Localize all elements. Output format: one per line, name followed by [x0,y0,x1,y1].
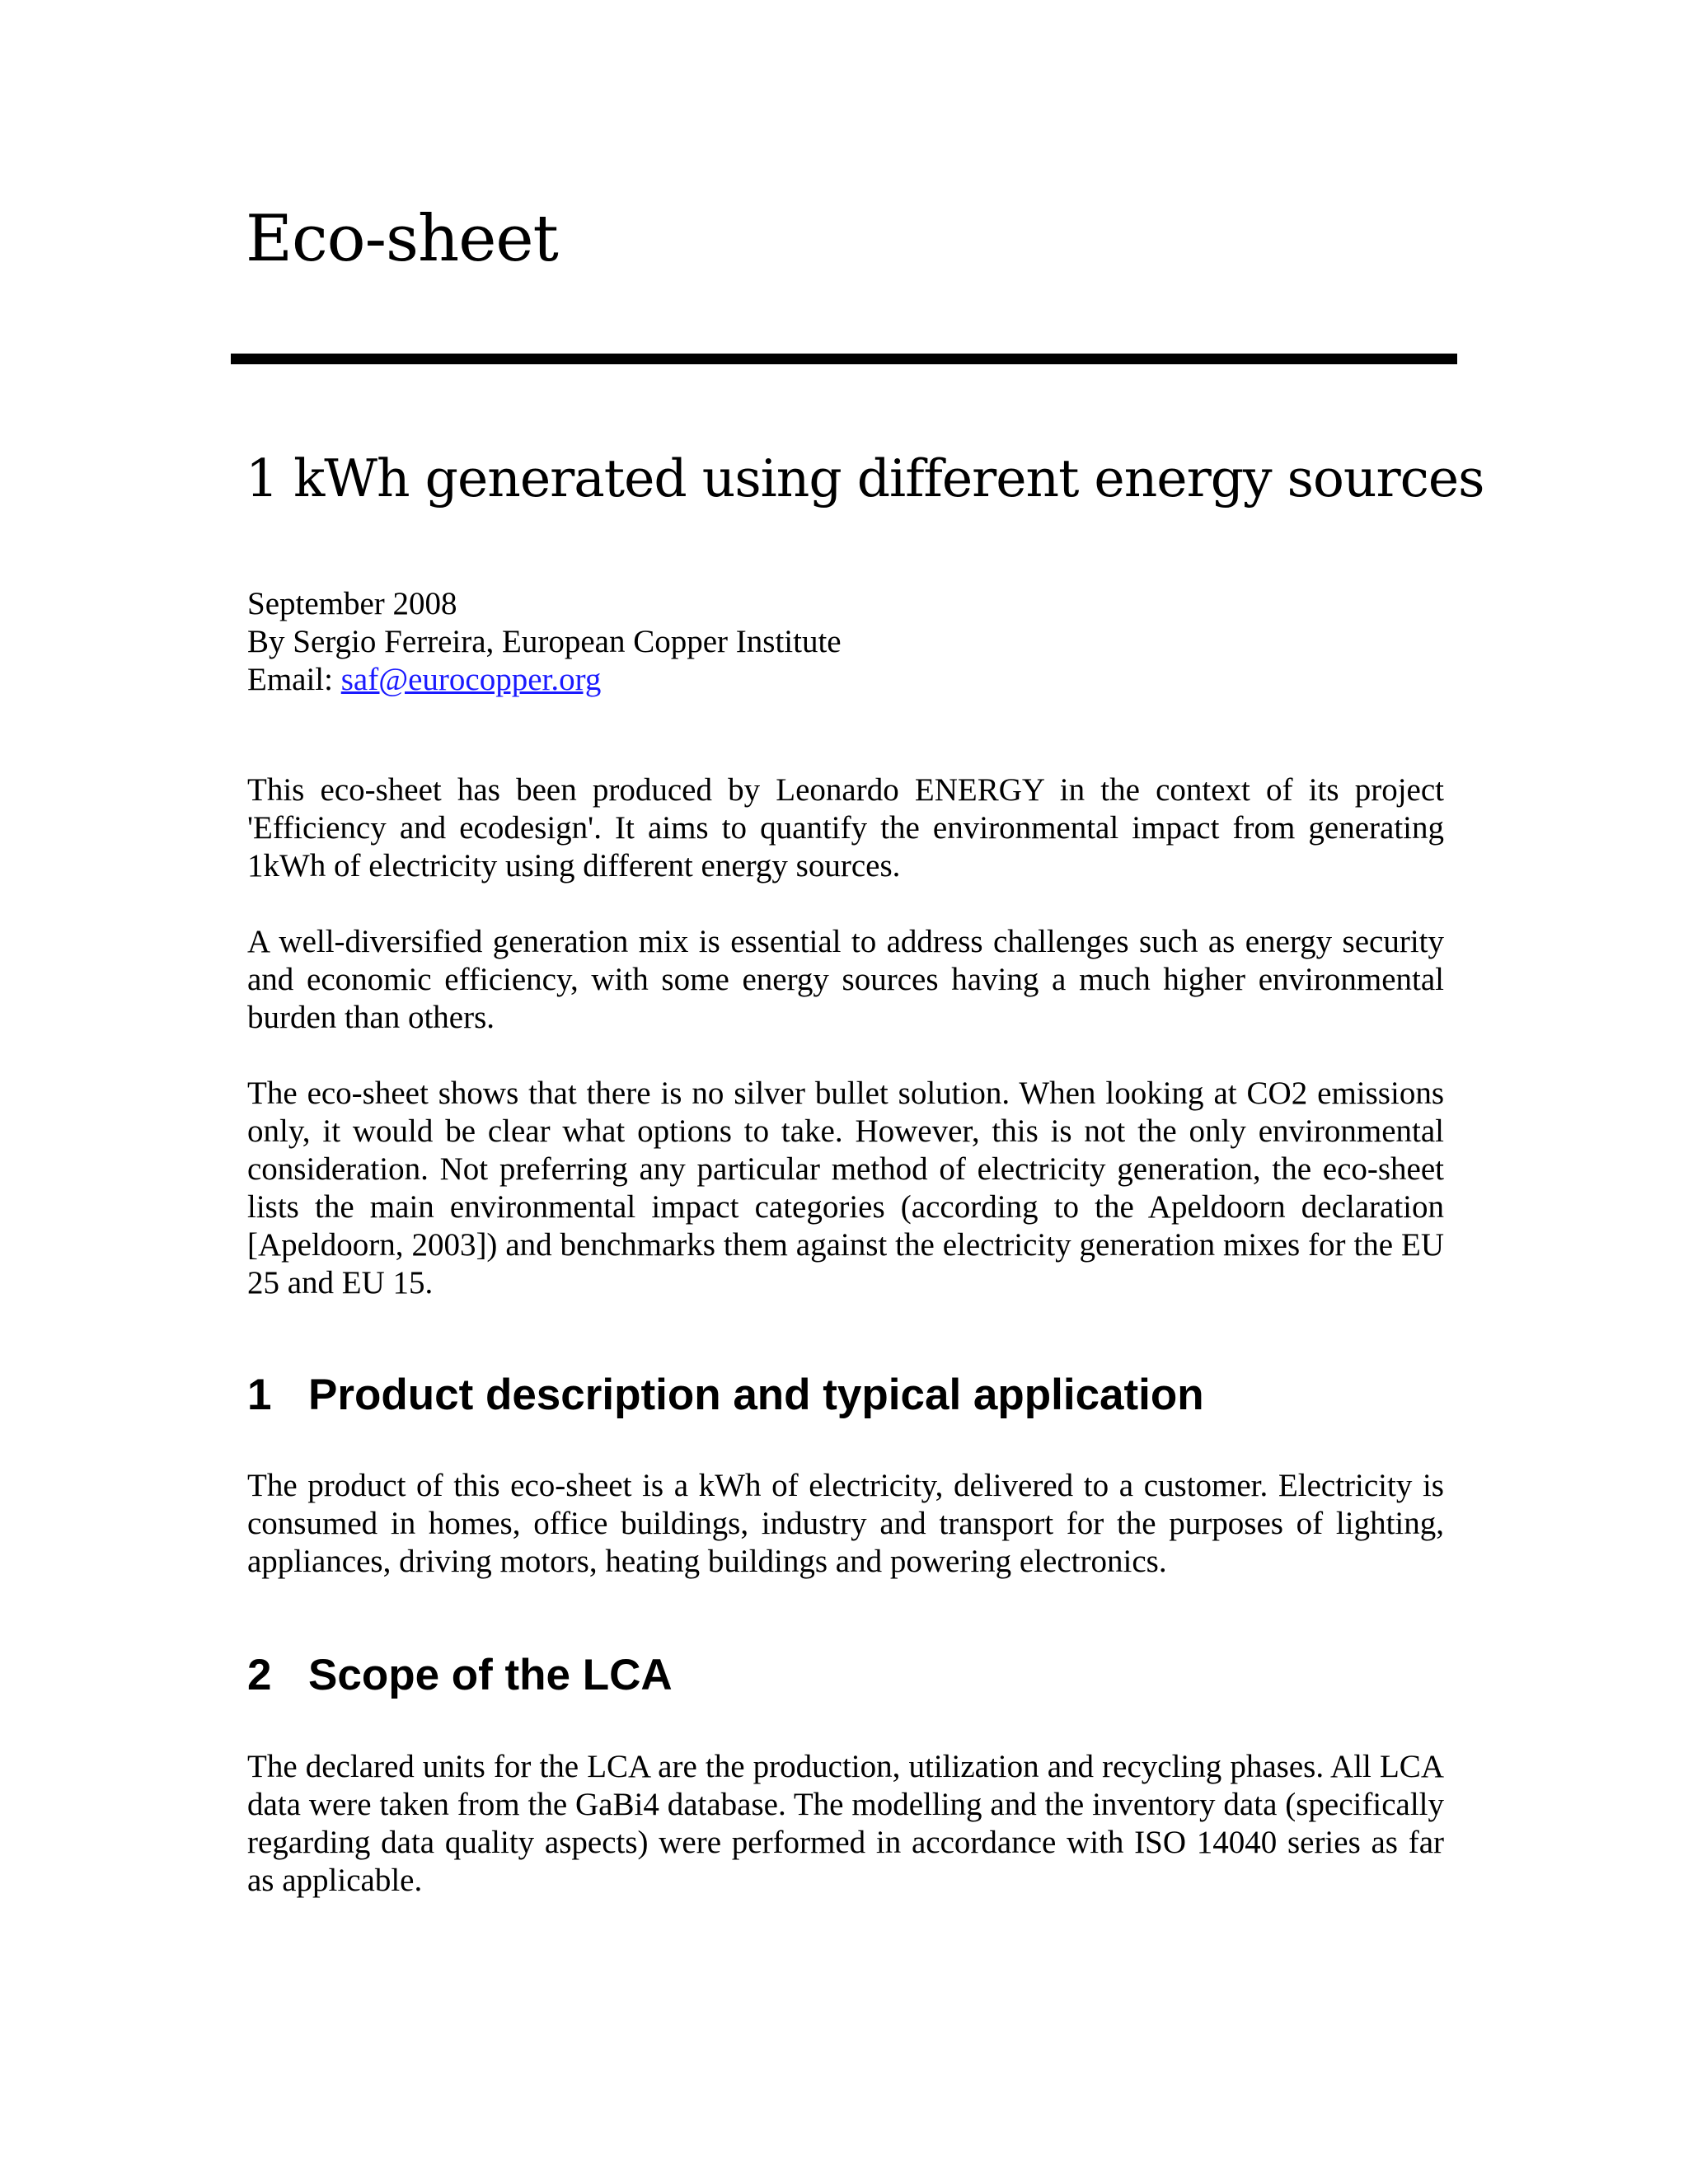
section-heading-2 [247,1647,673,1704]
section-2-text: The declared units for the LCA are the production, utilization and recycling phases. All LCA data were taken from the GaBi4 database. The modelling and the inventory data (specifically regarding data quality aspects) were performed in accordance with ISO 14040 series as far as applicable. [247,1749,1444,1898]
section-title-2: Scope of the LCA [308,1651,673,1699]
email-label: Email: [247,662,333,697]
section-number-2: 2 [247,1651,272,1699]
email-link[interactable]: saf@eurocopper.org [340,662,602,697]
publication-date: September 2008 [247,586,457,621]
section-1-text: The product of this eco-sheet is a kWh of electricity, delivered to a customer. Electricity is consumed in homes, office buildings, industry and transport for the purposes of lighting, appliances, driving motors, heating buildings and powering electronics. [247,1468,1444,1579]
intro-paragraph-1: This eco-sheet has been produced by Leonardo ENERGY in the context of its project 'Efficiency and ecodesign'. It aims to quantify the environmental impact from generating 1kWh of electricity using different energy sources. [247,772,1444,883]
intro-paragraph-2: A well-diversified generation mix is essential to address challenges such as energy security and economic efficiency, with some energy sources having a much higher environmental burden than others. [247,924,1444,1035]
section-number-1: 1 [247,1371,272,1419]
document-meta [247,585,842,699]
section-heading-1 [247,1366,1204,1424]
title-divider [231,354,1457,364]
document-title: Eco-sheet [246,202,558,276]
author-line: By Sergio Ferreira, European Copper Institute [247,624,842,659]
intro-paragraph-3: The eco-sheet shows that there is no silver bullet solution. When looking at CO2 emissions only, it would be clear what options to take. However, this is not the only environmental consideration. Not preferring any particular method of electricity generation, the eco-sheet lists the main environmental impact categories (according to the Apeldoorn declaration [Apeldoorn, 2003]) and benchmarks them against the electricity generation mixes for the EU 25 and EU 15. [247,1076,1444,1301]
document-subtitle: 1 kWh generated using different energy sources [246,448,1484,509]
section-title-1: Product description and typical application [308,1371,1204,1419]
email-line [247,661,842,699]
